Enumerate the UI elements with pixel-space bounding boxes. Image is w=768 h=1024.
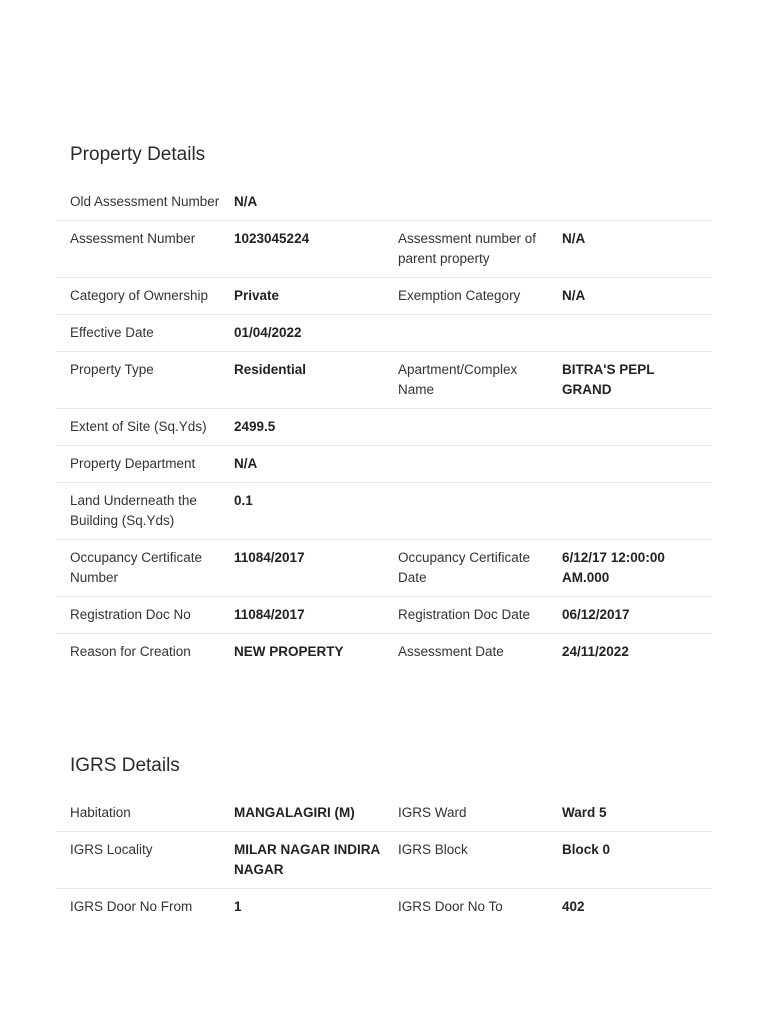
- field-label: Old Assessment Number: [70, 194, 220, 209]
- table-row: [56, 184, 712, 221]
- field-label: [384, 315, 548, 351]
- field-label: Apartment/Complex Name: [398, 362, 518, 397]
- field-label: Registration Doc No: [70, 607, 191, 622]
- table-row: [56, 315, 712, 352]
- field-label: [384, 446, 548, 482]
- table-row: [56, 446, 712, 483]
- igrs-details-title: IGRS Details: [70, 755, 180, 776]
- property-details-section: [56, 142, 712, 670]
- property-details-table: [56, 184, 712, 670]
- field-value: Ward 5: [562, 805, 607, 820]
- field-value: 11084/2017: [234, 550, 305, 565]
- field-value: MANGALAGIRI (M): [234, 805, 355, 820]
- field-value: N/A: [234, 194, 258, 209]
- field-value: Private: [234, 288, 280, 303]
- field-value: Residential: [234, 362, 307, 377]
- field-label: Habitation: [70, 805, 131, 820]
- field-label: Registration Doc Date: [398, 607, 531, 622]
- field-label: [384, 184, 548, 220]
- field-label: IGRS Ward: [398, 805, 467, 820]
- field-value: [548, 446, 712, 482]
- table-row: [56, 832, 712, 889]
- field-value: [548, 184, 712, 220]
- field-label: IGRS Locality: [70, 842, 153, 857]
- field-value: BITRA'S PEPL GRAND: [562, 362, 655, 397]
- field-label: IGRS Door No To: [398, 899, 503, 914]
- field-label: Assessment Number: [70, 231, 196, 246]
- field-value: N/A: [562, 231, 586, 246]
- field-value: 11084/2017: [234, 607, 305, 622]
- field-label: Extent of Site (Sq.Yds): [70, 419, 207, 434]
- field-label: Occupancy Certificate Number: [70, 550, 203, 585]
- field-label: Property Type: [70, 362, 154, 377]
- igrs-details-table: [56, 795, 712, 925]
- field-value: 1023045224: [234, 231, 310, 246]
- table-row: [56, 634, 712, 670]
- field-label: Land Underneath the Building (Sq.Yds): [70, 493, 197, 528]
- table-row: [56, 221, 712, 278]
- field-label: Effective Date: [70, 325, 154, 340]
- field-label: Occupancy Certificate Date: [398, 550, 531, 585]
- field-label: [384, 409, 548, 445]
- field-value: MILAR NAGAR INDIRA NAGAR: [234, 842, 380, 877]
- field-value: [548, 315, 712, 351]
- field-label: Exemption Category: [398, 288, 521, 303]
- field-value: [548, 483, 712, 539]
- field-value: N/A: [562, 288, 586, 303]
- table-row: [56, 352, 712, 409]
- field-label: Assessment number of parent property: [398, 231, 537, 266]
- field-value: [548, 409, 712, 445]
- table-row: [56, 795, 712, 832]
- table-row: [56, 540, 712, 597]
- field-value: 1: [234, 899, 242, 914]
- field-value: 2499.5: [234, 419, 276, 434]
- field-value: 402: [562, 899, 585, 914]
- property-details-title: Property Details: [70, 144, 206, 165]
- field-value: 01/04/2022: [234, 325, 302, 340]
- field-value: Block 0: [562, 842, 611, 857]
- field-label: IGRS Door No From: [70, 899, 193, 914]
- field-value: 6/12/17 12:00:00 AM.000: [562, 550, 665, 585]
- field-label: Category of Ownership: [70, 288, 209, 303]
- field-value: 06/12/2017: [562, 607, 630, 622]
- field-value: 0.1: [234, 493, 253, 508]
- field-label: Property Department: [70, 456, 196, 471]
- field-value: NEW PROPERTY: [234, 644, 344, 659]
- field-value: 24/11/2022: [562, 644, 629, 659]
- field-label: [384, 483, 548, 539]
- table-row: [56, 597, 712, 634]
- table-row: [56, 409, 712, 446]
- igrs-details-section: [56, 753, 712, 925]
- field-label: IGRS Block: [398, 842, 468, 857]
- table-row: [56, 483, 712, 540]
- field-label: Assessment Date: [398, 644, 504, 659]
- table-row: [56, 278, 712, 315]
- field-label: Reason for Creation: [70, 644, 191, 659]
- table-row: [56, 889, 712, 925]
- field-value: N/A: [234, 456, 258, 471]
